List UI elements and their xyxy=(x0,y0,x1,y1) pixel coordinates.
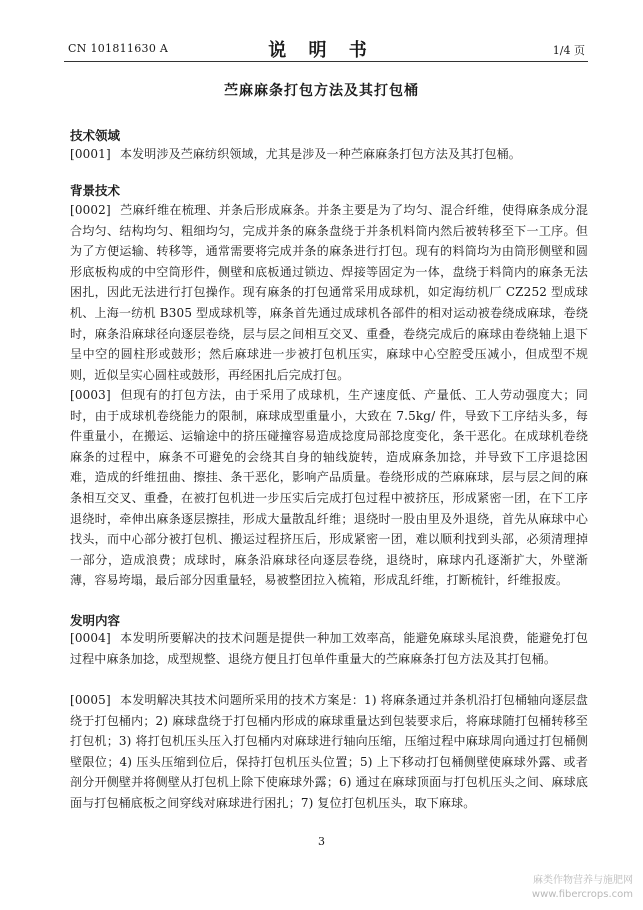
paragraph-0004 xyxy=(70,628,588,669)
paragraph-text: 但现有的打包方法，由于采用了成球机，生产速度低、产量低、工人劳动强度大；同时，由于成球机卷绕能力的限制，麻球成型重量小，大致在 7.5kg/ 件，导致下工序结头多，每件重量小，在搬运、运输途中的挤压碰撞容易造成捻度局部捻度变化，条干恶化。在成球机卷绕麻条的过程中，麻条不可避免的会绕其自身的轴线旋转，造成麻条加捻，并导致下工序退捻困难，造成的纤维扭曲、擦挂、条干恶化，影响产品质量。卷绕形成的苎麻麻球，层与层之间的麻条相互交叉、重叠，在被打包机进一步压实后完成打包过程中被挤压，形成紧密一团，在下工序退绕时，牵伸出麻条逐层擦挂，形成大量散乱纤维；退绕时一股由里及外退绕，首先从麻球中心找头，而中心部分被打包机、搬运过程挤压后，形成紧密一团，难以顺利找到头部，必须清理掉一部分，造成浪费；成球时，麻条沿麻球径向逐层卷绕，退绕时，麻球内孔逐渐扩大，外壁渐薄，容易垮塌，最后部分因重量轻，易被整团拉入梳箱，形成乱纤维，打断梳针，纤维报废。 xyxy=(70,388,588,588)
paragraph-0005 xyxy=(70,690,588,814)
paragraph-number: [0002] xyxy=(70,203,111,217)
paragraph-number: [0005] xyxy=(70,693,111,707)
paragraph-number: [0001] xyxy=(70,147,111,161)
page-indicator: 1/4 页 xyxy=(552,44,585,57)
paragraph-0003 xyxy=(70,385,588,591)
document-title: 苎麻麻条打包方法及其打包桶 xyxy=(224,83,419,99)
paragraph-number: [0003] xyxy=(70,388,111,402)
paragraph-0002 xyxy=(70,200,588,385)
paragraph-text: 本发明涉及苎麻纺织领域，尤其是涉及一种苎麻麻条打包方法及其打包桶。 xyxy=(120,147,521,161)
watermark-url: www.fibercrops.com xyxy=(531,889,633,900)
paragraph-text: 本发明所要解决的技术问题是提供一种加工效率高，能避免麻球头尾浪费，能避免打包过程中麻条加捻，成型规整、退绕方便且打包单件重量大的苎麻麻条打包方法及其打包桶。 xyxy=(70,631,588,666)
site-watermark xyxy=(532,874,633,902)
paragraph-text: 本发明解决其技术问题所采用的技术方案是：1) 将麻条通过并条机沿打包桶轴向逐层盘绕于打包桶内；2) 麻球盘绕于打包桶内形成的麻球重量达到包装要求后，将麻球随打包桶转移至打包机；3) 将打包机压头压入打包桶内对麻球进行轴向压缩，压缩过程中麻球周向通过打包桶侧壁限位；4) 压头压缩到位后，保持打包机压头位置；5) 上下移动打包桶侧壁使麻球外露、或者剖分开侧壁并将侧壁从打包机上除下使麻球外露；6) 通过在麻球顶面与打包机压头之间、麻球底面与打包桶底板之间穿线对麻球进行困扎；7) 复位打包机压头，取下麻球。 xyxy=(70,693,588,810)
document-type-heading: 说 明 书 xyxy=(268,40,375,61)
watermark-site-name: 麻类作物营养与施肥网 xyxy=(533,875,633,886)
header-divider xyxy=(64,61,588,62)
section-heading-invention: 发明内容 xyxy=(70,613,121,628)
section-heading-background: 背景技术 xyxy=(70,183,121,198)
paragraph-0001 xyxy=(70,144,588,165)
section-heading-tech-field: 技术领域 xyxy=(70,128,121,143)
page-number: 3 xyxy=(318,835,325,848)
paragraph-number: [0004] xyxy=(70,631,111,645)
paragraph-text: 苎麻纤维在梳理、并条后形成麻条。并条主要是为了均匀、混合纤维，使得麻条成分混合均匀、结构均匀、粗细均匀，完成并条的麻条盘绕于并条机料筒内然后被转移至下一工序。但为了方便运输、转移等，通常需要将完成并条的麻条进行打包。现有的料筒均为由筒形侧壁和圆形底板构成的中空筒形件，侧壁和底板通过锁边、焊接等固定为一体，盘绕于料筒内的麻条无法困扎，因此无法进行打包操作。现有麻条的打包通常采用成球机，如定海纺机厂 CZ252 型成球机、上海一纺机 B305 型成球机等，麻条首先通过成球机各部件的相对运动被卷绕成麻球，卷绕时，麻条沿麻球径向逐层卷绕，层与层之间相互交叉、重叠，卷绕完成后的麻球由卷绕轴上退下呈中空的圆柱形或鼓形；然后麻球进一步被打包机压实，麻球中心空腔受压减小，但成型不规则，近似呈实心圆柱或鼓形，再经困扎后完成打包。 xyxy=(70,203,588,382)
patent-number: CN 101811630 A xyxy=(68,42,169,55)
